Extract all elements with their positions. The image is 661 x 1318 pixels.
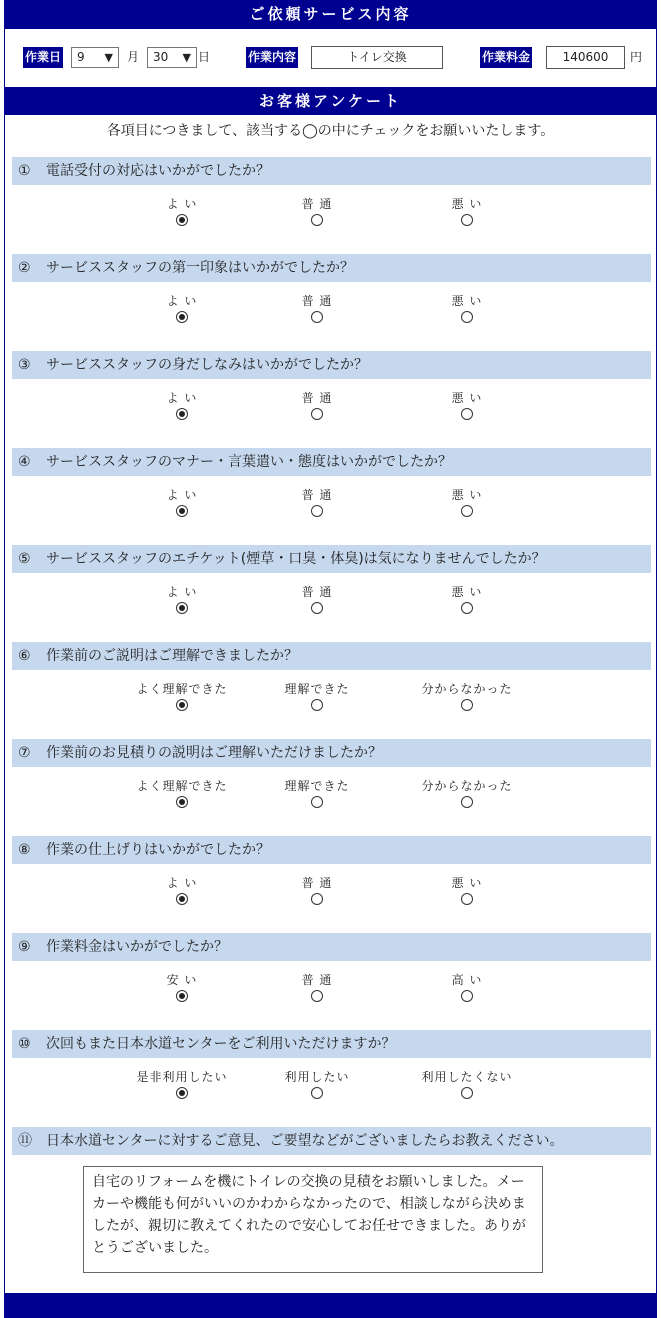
question-number: ⑨ [18,939,31,955]
option-label: 普 通 [301,973,333,987]
radio-button[interactable] [311,311,323,323]
option-label: 普 通 [301,294,333,308]
question-text: サービススタッフのマナー・言葉遣い・態度はいかがでしたか？ [46,454,452,470]
option-label: 利用したくない [421,1070,513,1084]
question-3-option-1[interactable] [117,390,247,420]
option-label: 悪 い [451,294,483,308]
question-3-option-2[interactable] [252,390,382,420]
question-5-option-3[interactable] [402,584,532,614]
work-content-field[interactable]: トイレ交換 [311,46,443,69]
question-text: 作業料金はいかがでしたか？ [46,939,228,955]
comment-question [12,1127,651,1155]
question-7-option-1[interactable] [117,778,247,808]
question-number: ⑩ [18,1036,31,1052]
work-date-label: 作業日 [23,47,63,68]
radio-button[interactable] [176,602,188,614]
question-5-option-2[interactable] [252,584,382,614]
question-2-option-3[interactable] [402,293,532,323]
question-1-option-2[interactable] [252,196,382,226]
month-select[interactable] [71,47,119,68]
radio-button[interactable] [311,505,323,517]
radio-button[interactable] [311,602,323,614]
question-text: サービススタッフの身だしなみはいかがでしたか？ [46,357,368,373]
question-10-option-3[interactable] [402,1069,532,1099]
radio-button[interactable] [176,990,188,1002]
radio-button[interactable] [311,893,323,905]
chevron-down-icon: ▼ [104,51,113,64]
option-label: 高 い [451,973,483,987]
question-3-option-3[interactable] [402,390,532,420]
option-label: 悪 い [451,391,483,405]
question-text: 次回もまた日本水道センターをご利用いただけますか？ [46,1036,396,1052]
question-4-option-2[interactable] [252,487,382,517]
day-value: 30 [153,50,169,64]
radio-button[interactable] [176,796,188,808]
option-label: 普 通 [301,876,333,890]
option-label: 理解できた [284,779,350,793]
day-unit: 日 [198,50,211,64]
option-label: 理解できた [284,682,350,696]
option-label: 普 通 [301,391,333,405]
question-9-option-1[interactable] [117,972,247,1002]
option-label: よ い [166,876,198,890]
work-fee-field[interactable]: 140600 [546,46,625,69]
question-number: ② [18,260,31,276]
radio-button[interactable] [176,893,188,905]
question-8-bar [12,836,651,864]
radio-button[interactable] [461,893,473,905]
question-5-bar [12,545,651,573]
question-6-bar [12,642,651,670]
radio-button[interactable] [176,505,188,517]
question-9-option-3[interactable] [402,972,532,1002]
question-text: 作業の仕上げりはいかがでしたか？ [46,842,270,858]
radio-button[interactable] [311,796,323,808]
option-label: よ い [166,294,198,308]
question-8-option-3[interactable] [402,875,532,905]
question-6-option-1[interactable] [117,681,247,711]
question-text: サービススタッフの第一印象はいかがでしたか？ [46,260,354,276]
radio-button[interactable] [311,408,323,420]
question-number: ⑪ [18,1133,32,1149]
radio-button[interactable] [311,990,323,1002]
month-unit: 月 [127,50,140,64]
question-text: 電話受付の対応はいかがでしたか？ [46,163,270,179]
radio-button[interactable] [176,408,188,420]
radio-button[interactable] [461,311,473,323]
question-1-option-1[interactable] [117,196,247,226]
question-number: ③ [18,357,31,373]
question-6-option-2[interactable] [252,681,382,711]
radio-button[interactable] [461,408,473,420]
radio-button[interactable] [461,1087,473,1099]
comment-textarea[interactable]: 自宅のリフォームを機にトイレの交換の見積をお願いしました。メーカーや機能も何がいいのかわからなかったので、相談しながら決めましたが、親切に教えてくれたので安心してお任せできました。ありがとうございました。 [83,1166,543,1273]
question-number: ⑦ [18,745,31,761]
option-label: 是非利用したい [136,1070,228,1084]
fee-unit: 円 [630,50,643,64]
question-9-bar [12,933,651,961]
question-number: ⑤ [18,551,31,567]
question-8-option-2[interactable] [252,875,382,905]
radio-button[interactable] [461,990,473,1002]
radio-button[interactable] [461,505,473,517]
survey-header [4,87,657,115]
radio-button[interactable] [311,699,323,711]
option-label: よ い [166,488,198,502]
option-label: よ い [166,391,198,405]
work-fee-label: 作業料金 [480,47,532,68]
service-details [4,29,657,87]
radio-button[interactable] [176,311,188,323]
option-label: よ い [166,197,198,211]
question-3-bar [12,351,651,379]
survey-header-title: お客様アンケート [258,92,403,110]
question-9-option-2[interactable] [252,972,382,1002]
radio-button[interactable] [461,214,473,226]
question-text: 作業前のお見積りの説明はご理解いただけましたか？ [46,745,382,761]
option-label: よく理解できた [136,779,228,793]
radio-button[interactable] [461,602,473,614]
option-label: 悪 い [451,876,483,890]
question-7-option-3[interactable] [402,778,532,808]
radio-button[interactable] [311,1087,323,1099]
service-header [4,0,657,29]
radio-button[interactable] [311,214,323,226]
option-label: よ い [166,585,198,599]
question-6-option-3[interactable] [402,681,532,711]
option-label: 普 通 [301,488,333,502]
work-content-label: 作業内容 [246,47,298,68]
month-value: 9 [77,50,85,64]
survey-instructions: 各項目につきまして、該当する◯の中にチェックをお願いいたします。 [106,123,555,139]
question-8-option-1[interactable] [117,875,247,905]
radio-button[interactable] [176,1087,188,1099]
question-1-option-3[interactable] [402,196,532,226]
question-10-bar [12,1030,651,1058]
question-text: サービススタッフのエチケット(煙草・口臭・体臭)は気になりませんでしたか？ [46,551,546,567]
question-7-option-2[interactable] [252,778,382,808]
radio-button[interactable] [176,214,188,226]
question-text: 作業前のご説明はご理解できましたか？ [46,648,298,664]
option-label: 悪 い [451,585,483,599]
option-label: よく理解できた [136,682,228,696]
option-label: 普 通 [301,585,333,599]
option-label: 悪 い [451,488,483,502]
option-label: 分からなかった [421,779,513,793]
question-4-bar [12,448,651,476]
question-2-option-2[interactable] [252,293,382,323]
chevron-down-icon: ▼ [182,51,191,64]
question-2-option-1[interactable] [117,293,247,323]
question-number: ⑧ [18,842,31,858]
footer-bar [4,1293,657,1318]
question-10-option-1[interactable] [117,1069,247,1099]
option-label: 利用したい [284,1070,350,1084]
radio-button[interactable] [461,699,473,711]
service-header-title: ご依頼サービス内容 [249,5,412,23]
question-4-option-3[interactable] [402,487,532,517]
option-label: 安 い [166,973,198,987]
question-7-bar [12,739,651,767]
question-2-bar [12,254,651,282]
day-select[interactable] [147,47,197,68]
radio-button[interactable] [176,699,188,711]
question-number: ① [18,163,31,179]
option-label: 普 通 [301,197,333,211]
question-10-option-2[interactable] [252,1069,382,1099]
question-1-bar [12,157,651,185]
radio-button[interactable] [461,796,473,808]
question-number: ⑥ [18,648,31,664]
question-text: 日本水道センターに対するご意見、ご要望などがございましたらお教えください。 [46,1133,564,1149]
question-number: ④ [18,454,31,470]
question-5-option-1[interactable] [117,584,247,614]
option-label: 分からなかった [421,682,513,696]
option-label: 悪 い [451,197,483,211]
question-4-option-1[interactable] [117,487,247,517]
